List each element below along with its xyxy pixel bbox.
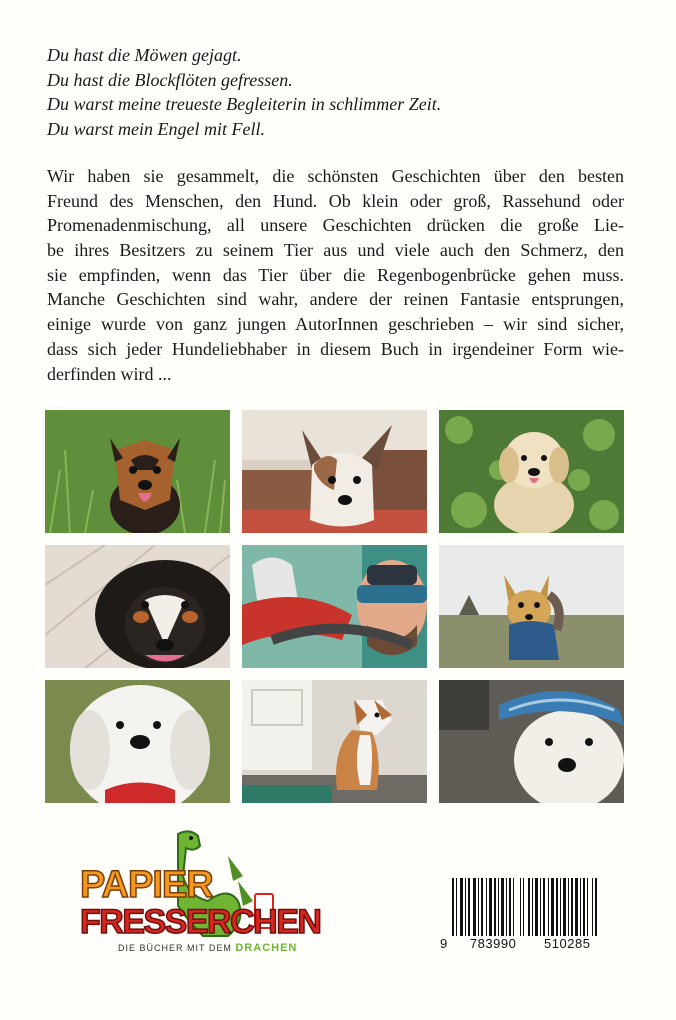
logo-word-fresserchen: FRESSERCHEN <box>80 903 321 941</box>
barcode-number <box>440 936 610 951</box>
blurb-line: sie empfinden, wenn das Tier über die Regenbogenbrücke gehen muss. <box>47 264 624 285</box>
dog-photo-tricolor-closeup <box>45 545 230 668</box>
poem-line: Du warst meine treueste Begleiterin in schlimmer Zeit. <box>47 94 442 114</box>
dog-photo-grass-terrier <box>45 410 230 533</box>
blurb-line: Manche Geschichten sind wahr, andere der reinen Fantasie entsprungen, <box>47 289 624 310</box>
dog-photo-golden-retriever <box>439 410 624 533</box>
logo-tagline-highlight: DRACHEN <box>235 942 298 954</box>
blurb-line: einige wurde von ganz jungen AutorInnen geschrieben – wir sind sicher, <box>47 314 624 335</box>
blurb-line: Wir haben sie gesammelt, die schönsten Geschichten über den besten <box>47 166 624 186</box>
logo-word-papier: PAPIER <box>80 864 213 906</box>
publisher-wordmark <box>80 864 321 954</box>
dog-illustration-man-sunglasses <box>242 545 427 668</box>
poem-line: Du warst mein Engel mit Fell. <box>47 118 265 139</box>
dog-photo-white-fluffy <box>45 680 230 803</box>
blurb-line: Freund des Menschen, den Hund. Ob klein oder groß, Rassehund oder <box>47 190 624 211</box>
logo-tagline <box>118 942 300 954</box>
barcode-digits-left: 783990 <box>469 936 517 951</box>
dog-photo-chihuahua-jacket <box>439 545 624 668</box>
blurb-line: Promenadenmischung, all unsere Geschichten drücken die große Lie- <box>47 215 624 236</box>
barcode-digit-prefix: 9 <box>440 936 448 951</box>
poem-line: Du hast die Möwen gejagt. <box>47 45 242 65</box>
dog-photo-westie-hat <box>439 680 624 803</box>
poem <box>47 43 647 141</box>
blurb-text <box>47 164 624 386</box>
dog-photo-scruffy-terrier <box>242 410 427 533</box>
blurb-line: dass sich jeder Hundeliebhaber in diesem Buch in irgendeiner Form wie- <box>47 338 624 359</box>
dog-photo-jack-russell <box>242 680 427 803</box>
logo-tagline-prefix: DIE BÜCHER MIT DEM <box>118 943 232 953</box>
barcode-digits-right: 510285 <box>544 936 591 951</box>
poem-line: Du hast die Blockflöten gefressen. <box>47 69 293 90</box>
blurb-line: derfinden wird ... <box>47 363 172 384</box>
blurb-line: be ihres Besitzers zu seinem Tier aus und viele auch den Schmerz, den <box>47 240 624 261</box>
